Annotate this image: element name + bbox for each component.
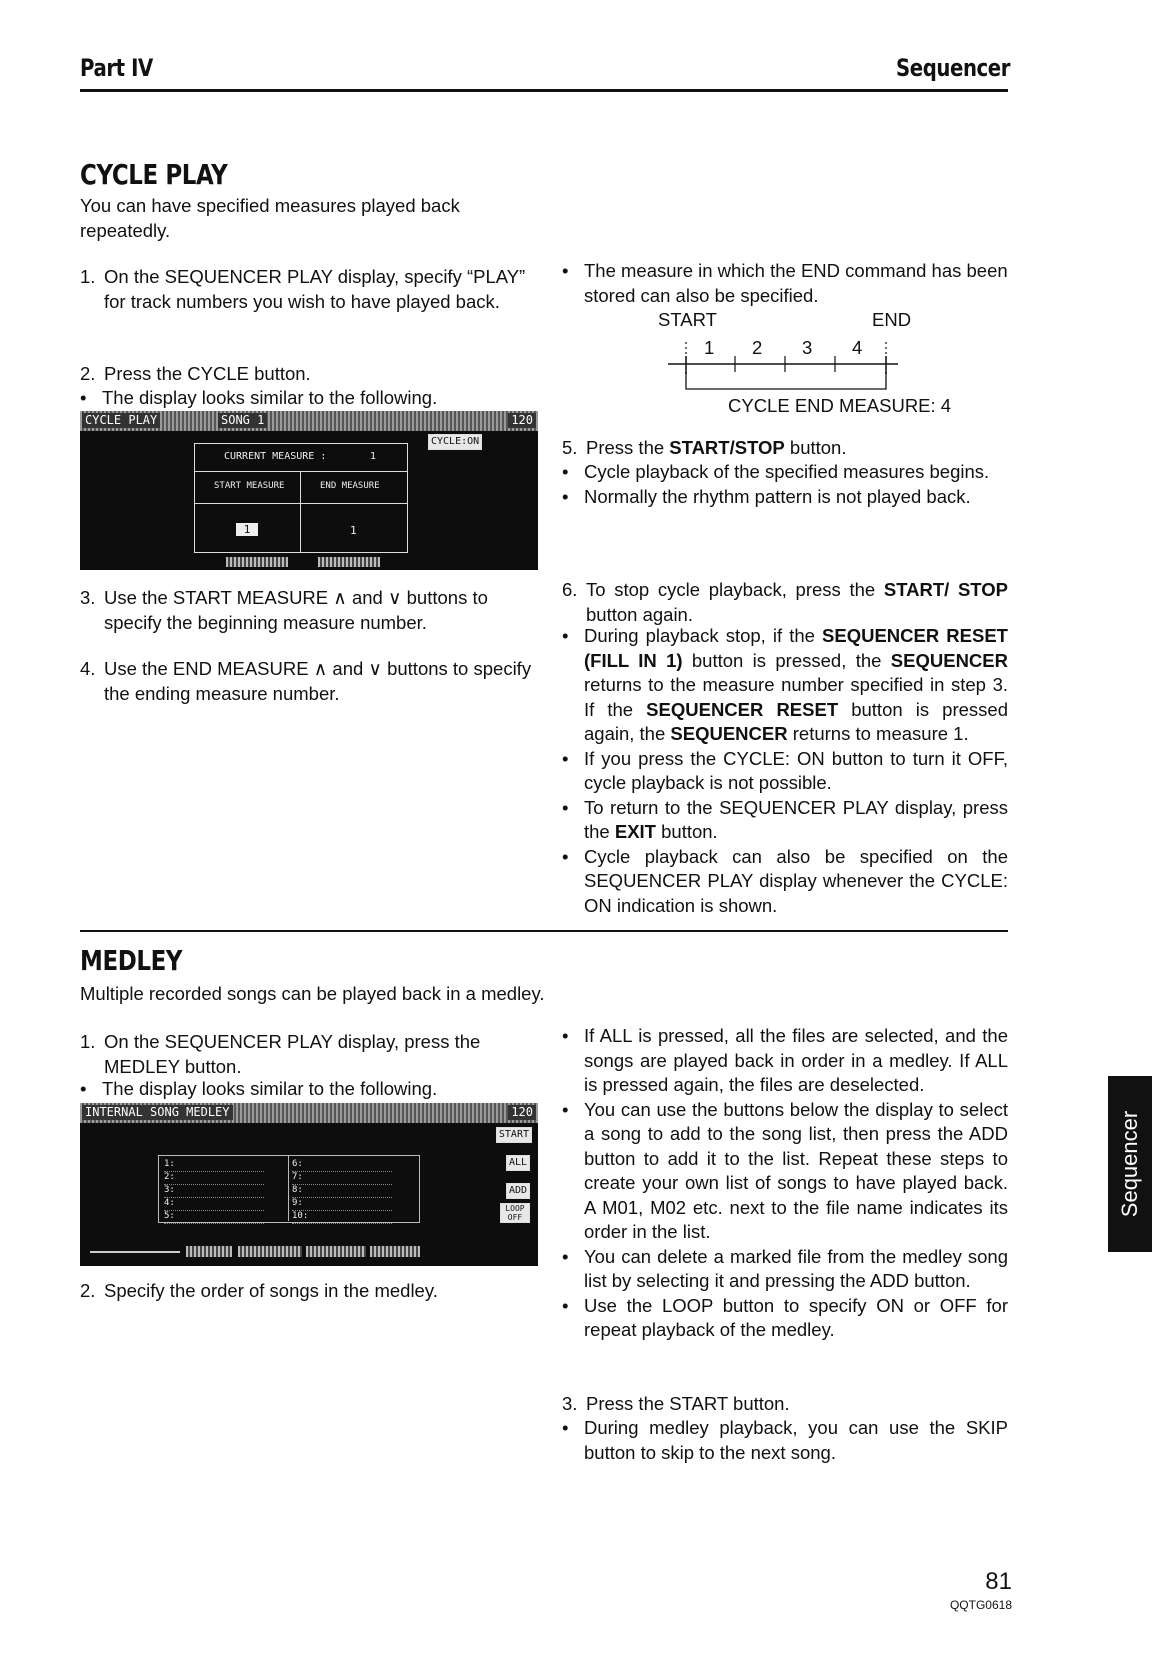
cycle-step-6 [562, 578, 1008, 627]
step-text: Use the END MEASURE ∧ and ∨ buttons to specify the ending measure number. [104, 658, 532, 704]
part-label: Part IV [80, 54, 153, 82]
step-number: 1. [80, 1031, 96, 1052]
bullet-item: • Cycle playback can also be specified on the SEQUENCER PLAY display whenever the CYCLE: ON indication is shown. [562, 845, 1008, 916]
medley-all-button[interactable]: ALL [506, 1155, 530, 1171]
medley-loop-button[interactable]: LOOP OFF [500, 1203, 530, 1223]
document-code: QQTG0618 [949, 1598, 1012, 1612]
step-text: Use the START MEASURE ∧ and ∨ buttons to specify the beginning measure number. [104, 587, 488, 633]
diagram-start-label: START [658, 309, 717, 330]
bullet-item: • You can use the buttons below the display to select a song to add to the song list, then press the ADD button to add it to the list. Repeat these steps to create your own list of songs to have played back. A M01, M02 etc. next to the file name indicates its order in the list. [562, 1098, 1008, 1242]
step-text: Press the START button. [586, 1393, 790, 1414]
diagram-measure-2: 2 [752, 337, 763, 358]
cycle-on-tag[interactable]: CYCLE:ON [428, 434, 482, 450]
cycle-play-display [80, 411, 538, 570]
step-number: 3. [80, 587, 96, 608]
bullet-item: • You can delete a marked file from the medley song list by selecting it and pressing the ADD button. [562, 1245, 1008, 1291]
cycle-step-2 [80, 362, 540, 387]
medley-slot[interactable]: 9: [292, 1198, 392, 1211]
cycle-play-heading: CYCLE PLAY [80, 158, 228, 191]
bullet-text: During medley playback, you can use the SKIP button to skip to the next song. [584, 1417, 1008, 1463]
bullet-icon: • [562, 260, 569, 281]
step-number: 6. [562, 579, 578, 600]
display-song-label: SONG 1 [218, 413, 267, 428]
medley-slot[interactable]: 6: [292, 1159, 392, 1172]
medley-slot[interactable]: 1: [164, 1159, 264, 1172]
bullet-item: • If ALL is pressed, all the files are selected, and the songs are played back in order in a medley. If ALL is pressed again, the files are deselected. [562, 1025, 1008, 1095]
section-side-tab [1108, 1076, 1152, 1252]
end-measure-label: END MEASURE [320, 481, 380, 491]
display-tempo: 120 [508, 1105, 536, 1120]
medley-heading: MEDLEY [80, 944, 183, 977]
section-rule [80, 930, 1008, 932]
medley-slot[interactable]: 7: [292, 1172, 392, 1185]
list-divider [288, 1155, 289, 1221]
medley-step-3 [562, 1392, 1008, 1417]
display-mode-label: CYCLE PLAY [82, 413, 160, 428]
display-tempo: 120 [508, 413, 536, 428]
step-number: 5. [562, 437, 578, 458]
medley-bullets [562, 1024, 1008, 1343]
step-text: On the SEQUENCER PLAY display, press the MEDLEY button. [104, 1031, 481, 1077]
bullet-text: The measure in which the END command has been stored can also be specified. [584, 260, 1008, 306]
bullet-item: • Use the LOOP button to specify ON or OFF for repeat playback of the medley. [562, 1294, 1008, 1340]
scroll-track [90, 1251, 180, 1253]
medley-slots-left [164, 1159, 264, 1224]
step-text: Specify the order of songs in the medley. [104, 1280, 438, 1301]
header-rule [80, 89, 1008, 92]
cycle-end-bullet [562, 259, 1008, 308]
medley-start-button[interactable]: START [496, 1127, 532, 1143]
bullet-text: The display looks similar to the following. [102, 387, 438, 408]
step-number: 4. [80, 658, 96, 679]
song-select-button[interactable] [238, 1246, 302, 1257]
panel-divider [194, 471, 408, 472]
cycle-step-4 [80, 657, 540, 706]
medley-slot[interactable]: 4: [164, 1198, 264, 1211]
medley-slots-right [292, 1159, 392, 1224]
medley-intro: Multiple recorded songs can be played back in a medley. [80, 983, 545, 1004]
current-measure-label: CURRENT MEASURE : [224, 451, 327, 462]
display-mode-label: INTERNAL SONG MEDLEY [82, 1105, 233, 1120]
start-measure-label: START MEASURE [214, 481, 285, 491]
start-measure-value[interactable]: 1 [236, 523, 258, 536]
step-number: 2. [80, 1280, 96, 1301]
medley-step-3-bullet [562, 1416, 1008, 1465]
bullet-icon: • [80, 1078, 87, 1099]
medley-slot[interactable]: 5: [164, 1211, 264, 1224]
section-label: Sequencer [895, 54, 1010, 82]
bullet-item: • Cycle playback of the specified measures begins. [562, 461, 990, 482]
diagram-measure-1: 1 [704, 337, 715, 358]
cycle-intro: You can have specified measures played back repeatedly. [80, 195, 460, 241]
diagram-caption: CYCLE END MEASURE: 4 [728, 395, 952, 416]
cycle-step-3 [80, 586, 540, 635]
bullet-item: • During playback stop, if the SEQUENCER RESET (FILL IN 1) button is pressed, the SEQUENCER returns to the measure number specified in step 3. If the SEQUENCER RESET button is pressed again, the SEQUENCER returns to measure 1. [562, 625, 1008, 744]
end-measure-value[interactable]: 1 [350, 524, 357, 537]
cycle-step-6-bullets [562, 624, 1008, 918]
medley-step-1 [80, 1030, 540, 1079]
bullet-item: • To return to the SEQUENCER PLAY display, press the EXIT button. [562, 796, 1008, 842]
medley-slot[interactable]: 10: [292, 1211, 392, 1224]
current-measure-value: 1 [370, 451, 377, 462]
cycle-step-5-bullets [562, 460, 1008, 509]
step-text: To stop cycle playback, press the START/ STOP button again. [586, 579, 1009, 625]
step-text: On the SEQUENCER PLAY display, specify “PLAY” for track numbers you wish to have played back. [104, 266, 526, 312]
diagram-measure-3: 3 [802, 337, 813, 358]
bullet-icon: • [80, 387, 87, 408]
panel-divider [194, 503, 408, 504]
start-measure-updown-button[interactable] [226, 557, 288, 567]
bullet-icon: • [562, 1417, 569, 1438]
bullet-text: The display looks similar to the following. [102, 1078, 438, 1099]
medley-step-2 [80, 1279, 540, 1304]
step-text: Press the START/STOP button. [586, 437, 847, 458]
panel-divider [300, 471, 301, 552]
cycle-step-1 [80, 265, 540, 314]
step-number: 3. [562, 1393, 578, 1414]
song-select-button[interactable] [370, 1246, 420, 1257]
medley-add-button[interactable]: ADD [506, 1183, 530, 1199]
side-tab-label: Sequencer [1117, 1110, 1142, 1218]
step-number: 1. [80, 266, 96, 287]
medley-step-1-bullet [80, 1077, 540, 1102]
song-select-button[interactable] [306, 1246, 366, 1257]
cycle-step-2-bullet [80, 386, 540, 411]
diagram-end-label: END [872, 309, 912, 330]
diagram-measure-4: 4 [852, 337, 863, 358]
page-number: 81 [985, 1568, 1012, 1595]
step-number: 2. [80, 363, 96, 384]
bullet-item: • If you press the CYCLE: ON button to turn it OFF, cycle playback is not possible. [562, 747, 1008, 793]
medley-slot[interactable]: 3: [164, 1185, 264, 1198]
medley-slot[interactable]: 8: [292, 1185, 392, 1198]
medley-display [80, 1103, 538, 1266]
bullet-item: • Normally the rhythm pattern is not played back. [562, 485, 971, 507]
step-text: Press the CYCLE button. [104, 363, 311, 384]
end-measure-updown-button[interactable] [318, 557, 380, 567]
cycle-measure-diagram [640, 306, 970, 418]
cycle-step-5 [562, 436, 1008, 461]
song-select-button[interactable] [186, 1246, 232, 1257]
medley-slot[interactable]: 2: [164, 1172, 264, 1185]
